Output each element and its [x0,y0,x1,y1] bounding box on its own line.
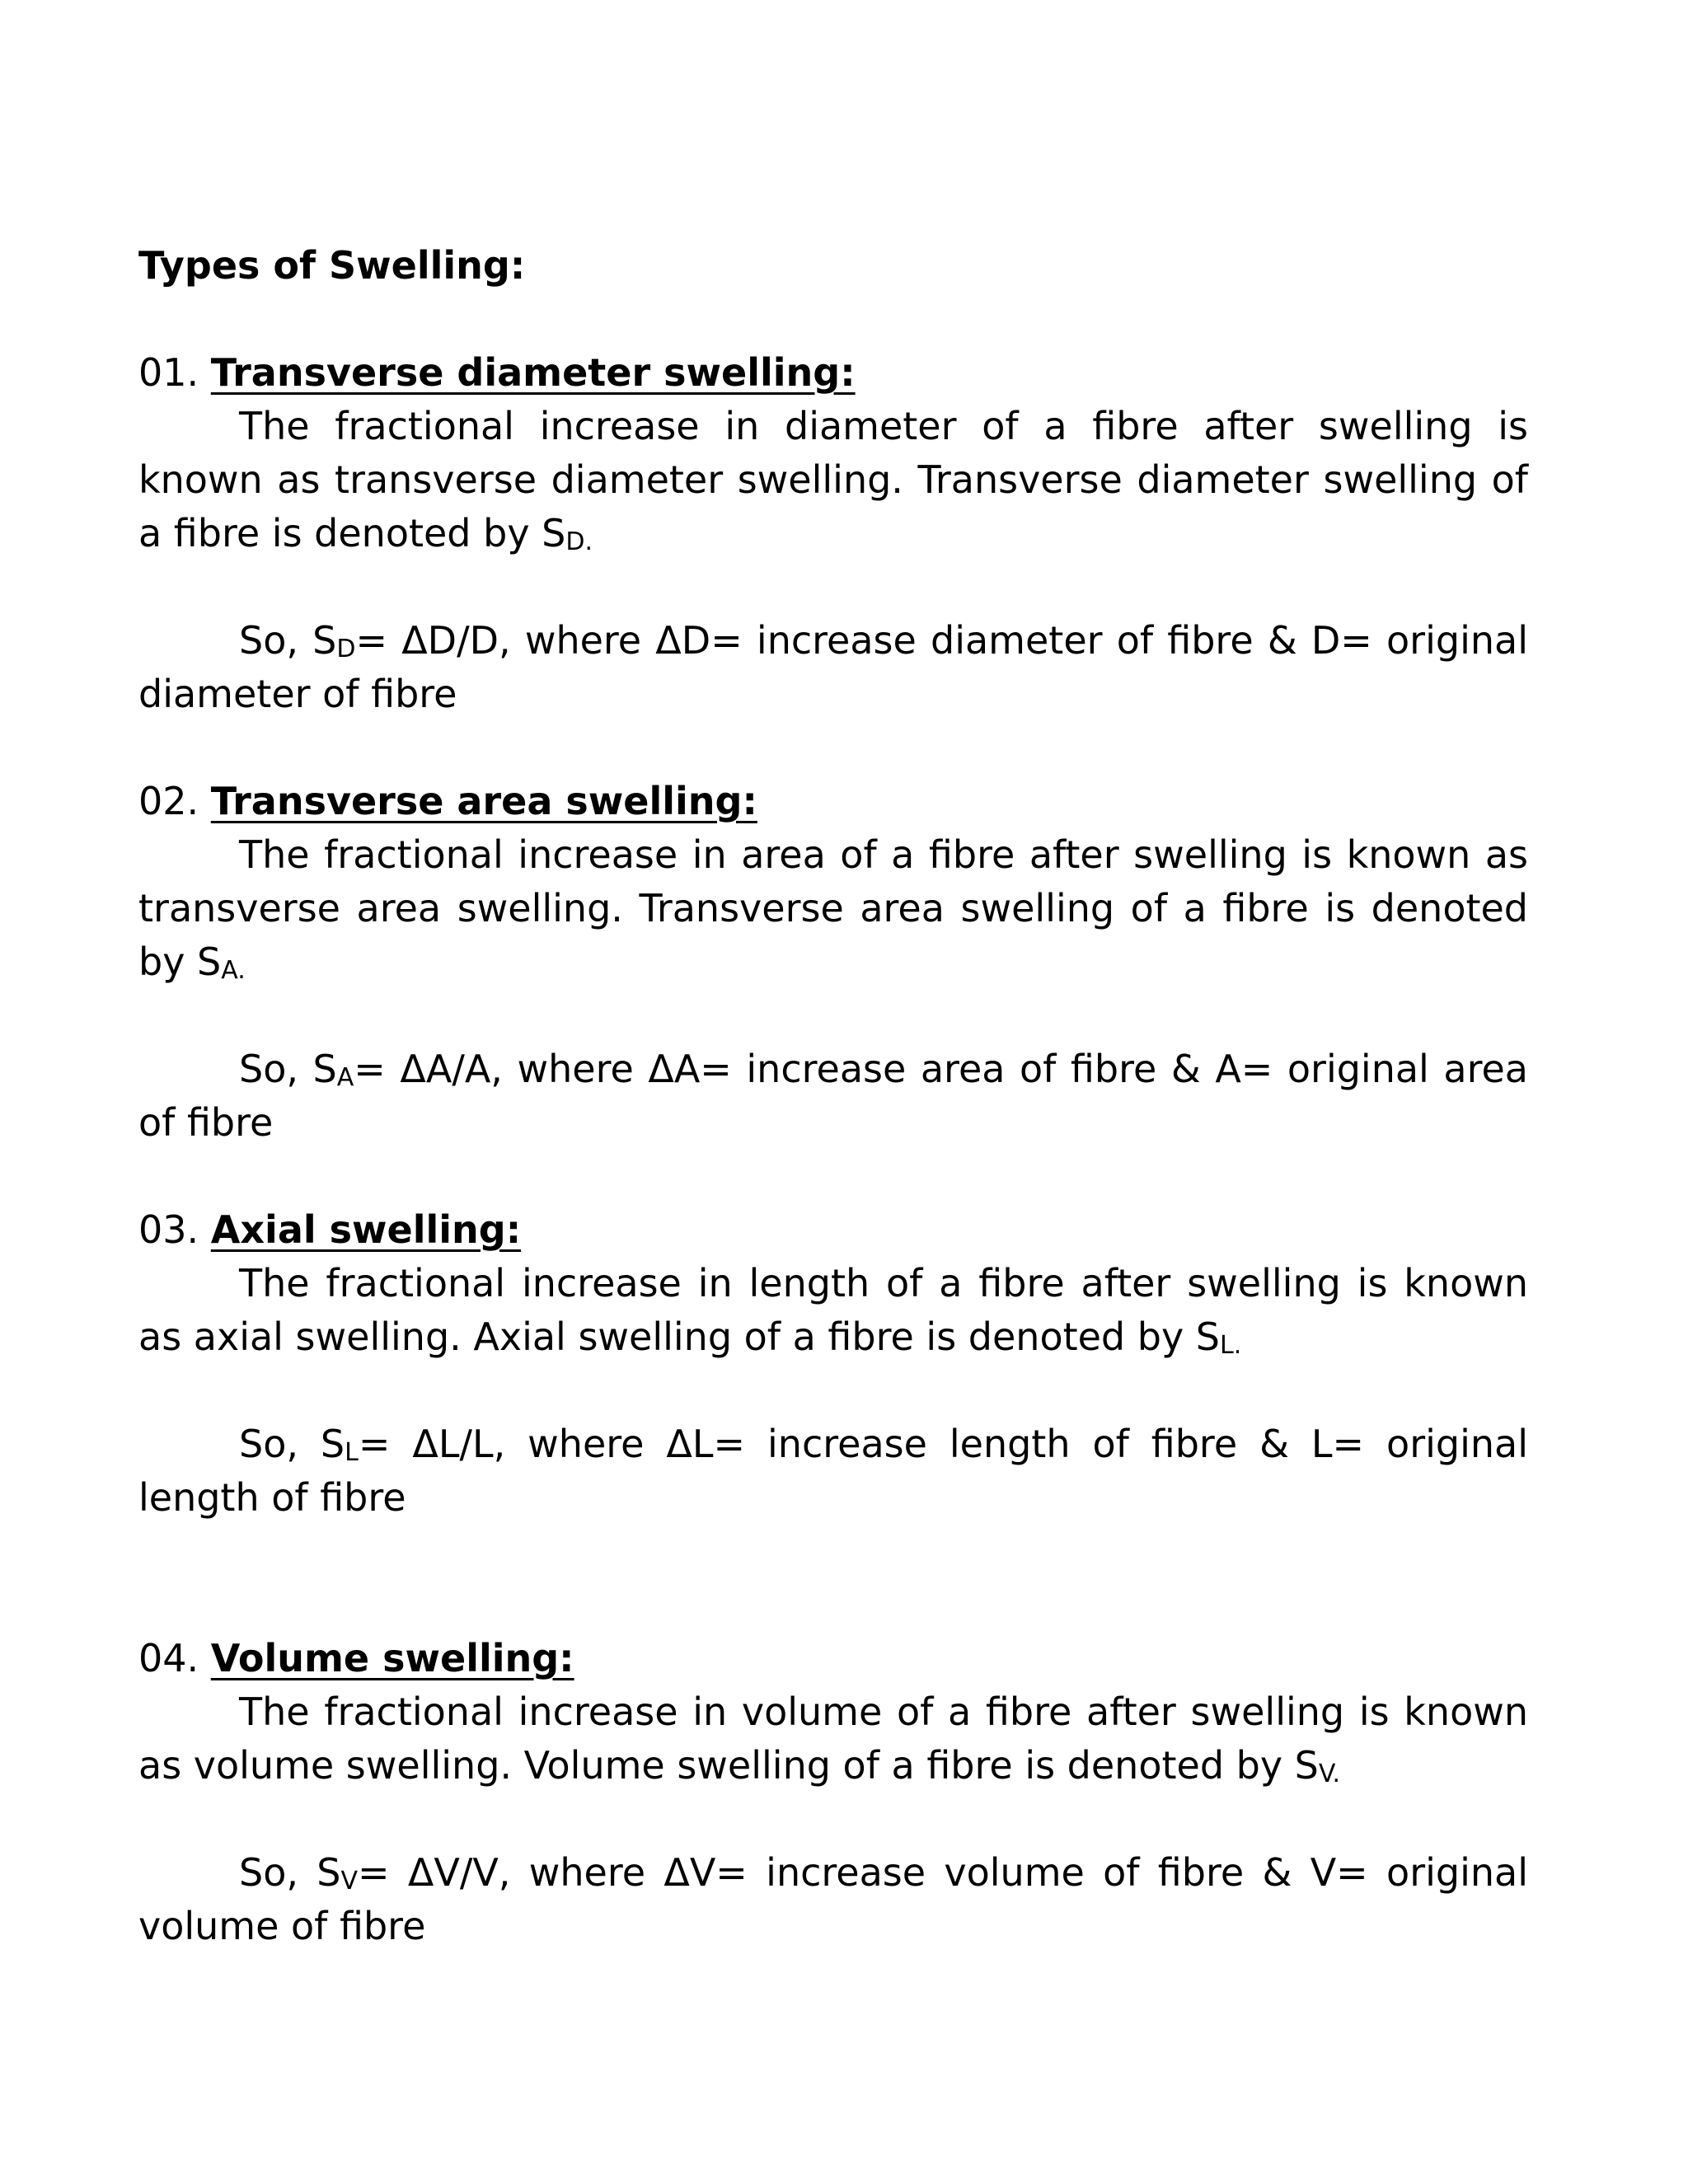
formula-subscript: D [336,635,356,663]
section-number: 04. [138,1636,199,1680]
formula-subscript: L [345,1438,359,1467]
section-volume [138,1632,1528,1953]
section-description [138,400,1528,560]
formula-subscript: V [340,1867,359,1896]
section-transverse-diameter [138,346,1528,721]
description-text: The fractional increase in length of a fibre after swelling is known as axial swelling. Axial swelling of a fibre is denoted by S [138,1261,1528,1359]
section-title: Axial swelling: [210,1207,522,1252]
section-heading [138,1632,1528,1685]
formula-prefix: So, S [239,618,337,663]
formula-text: = ΔD/D, where ΔD= increase diameter of fibre & D= original diameter of fibre [138,618,1528,716]
formula-text: = ΔA/A, where ΔA= increase area of fibre & A= original area of fibre [138,1047,1528,1145]
section-formula [138,614,1528,721]
formula-text: = ΔL/L, where ΔL= increase length of fibre & L= original length of fibre [138,1422,1528,1520]
section-number: 03. [138,1207,199,1252]
description-text: The fractional increase in area of a fibre after swelling is known as transverse area swelling. Transverse area swelling of a fibre is denoted by S [138,832,1528,984]
description-text: The fractional increase in volume of a fibre after swelling is known as volume swelling. Volume swelling of a fibre is denoted by S [138,1690,1528,1788]
section-formula [138,1418,1528,1525]
section-number: 01. [138,350,199,395]
description-subscript: D. [565,527,593,556]
section-description [138,828,1528,989]
section-heading [138,1203,1528,1257]
section-transverse-area [138,775,1528,1150]
formula-prefix: So, S [239,1047,337,1091]
description-subscript: L. [1220,1331,1242,1360]
section-title: Transverse diameter swelling: [210,350,856,395]
section-heading [138,346,1528,400]
section-number: 02. [138,779,199,823]
formula-text: = ΔV/V, where ΔV= increase volume of fibre & V= original volume of fibre [138,1850,1528,1948]
section-heading [138,775,1528,828]
section-title: Volume swelling: [210,1636,574,1680]
description-subscript: V. [1318,1760,1341,1788]
description-subscript: A. [221,956,246,985]
section-axial [138,1203,1528,1525]
formula-subscript: A [336,1063,354,1092]
document-page [138,239,1528,2007]
formula-prefix: So, S [239,1850,341,1895]
section-title: Transverse area swelling: [210,779,757,823]
description-text: The fractional increase in diameter of a fibre after swelling is known as transverse diameter swelling. Transverse diameter swelling of a fibre is denoted by S [138,404,1528,555]
section-formula [138,1043,1528,1150]
document-title: Types of Swelling: [138,243,526,288]
formula-prefix: So, S [239,1422,345,1466]
section-formula [138,1846,1528,1953]
section-description [138,1685,1528,1793]
section-description [138,1257,1528,1364]
